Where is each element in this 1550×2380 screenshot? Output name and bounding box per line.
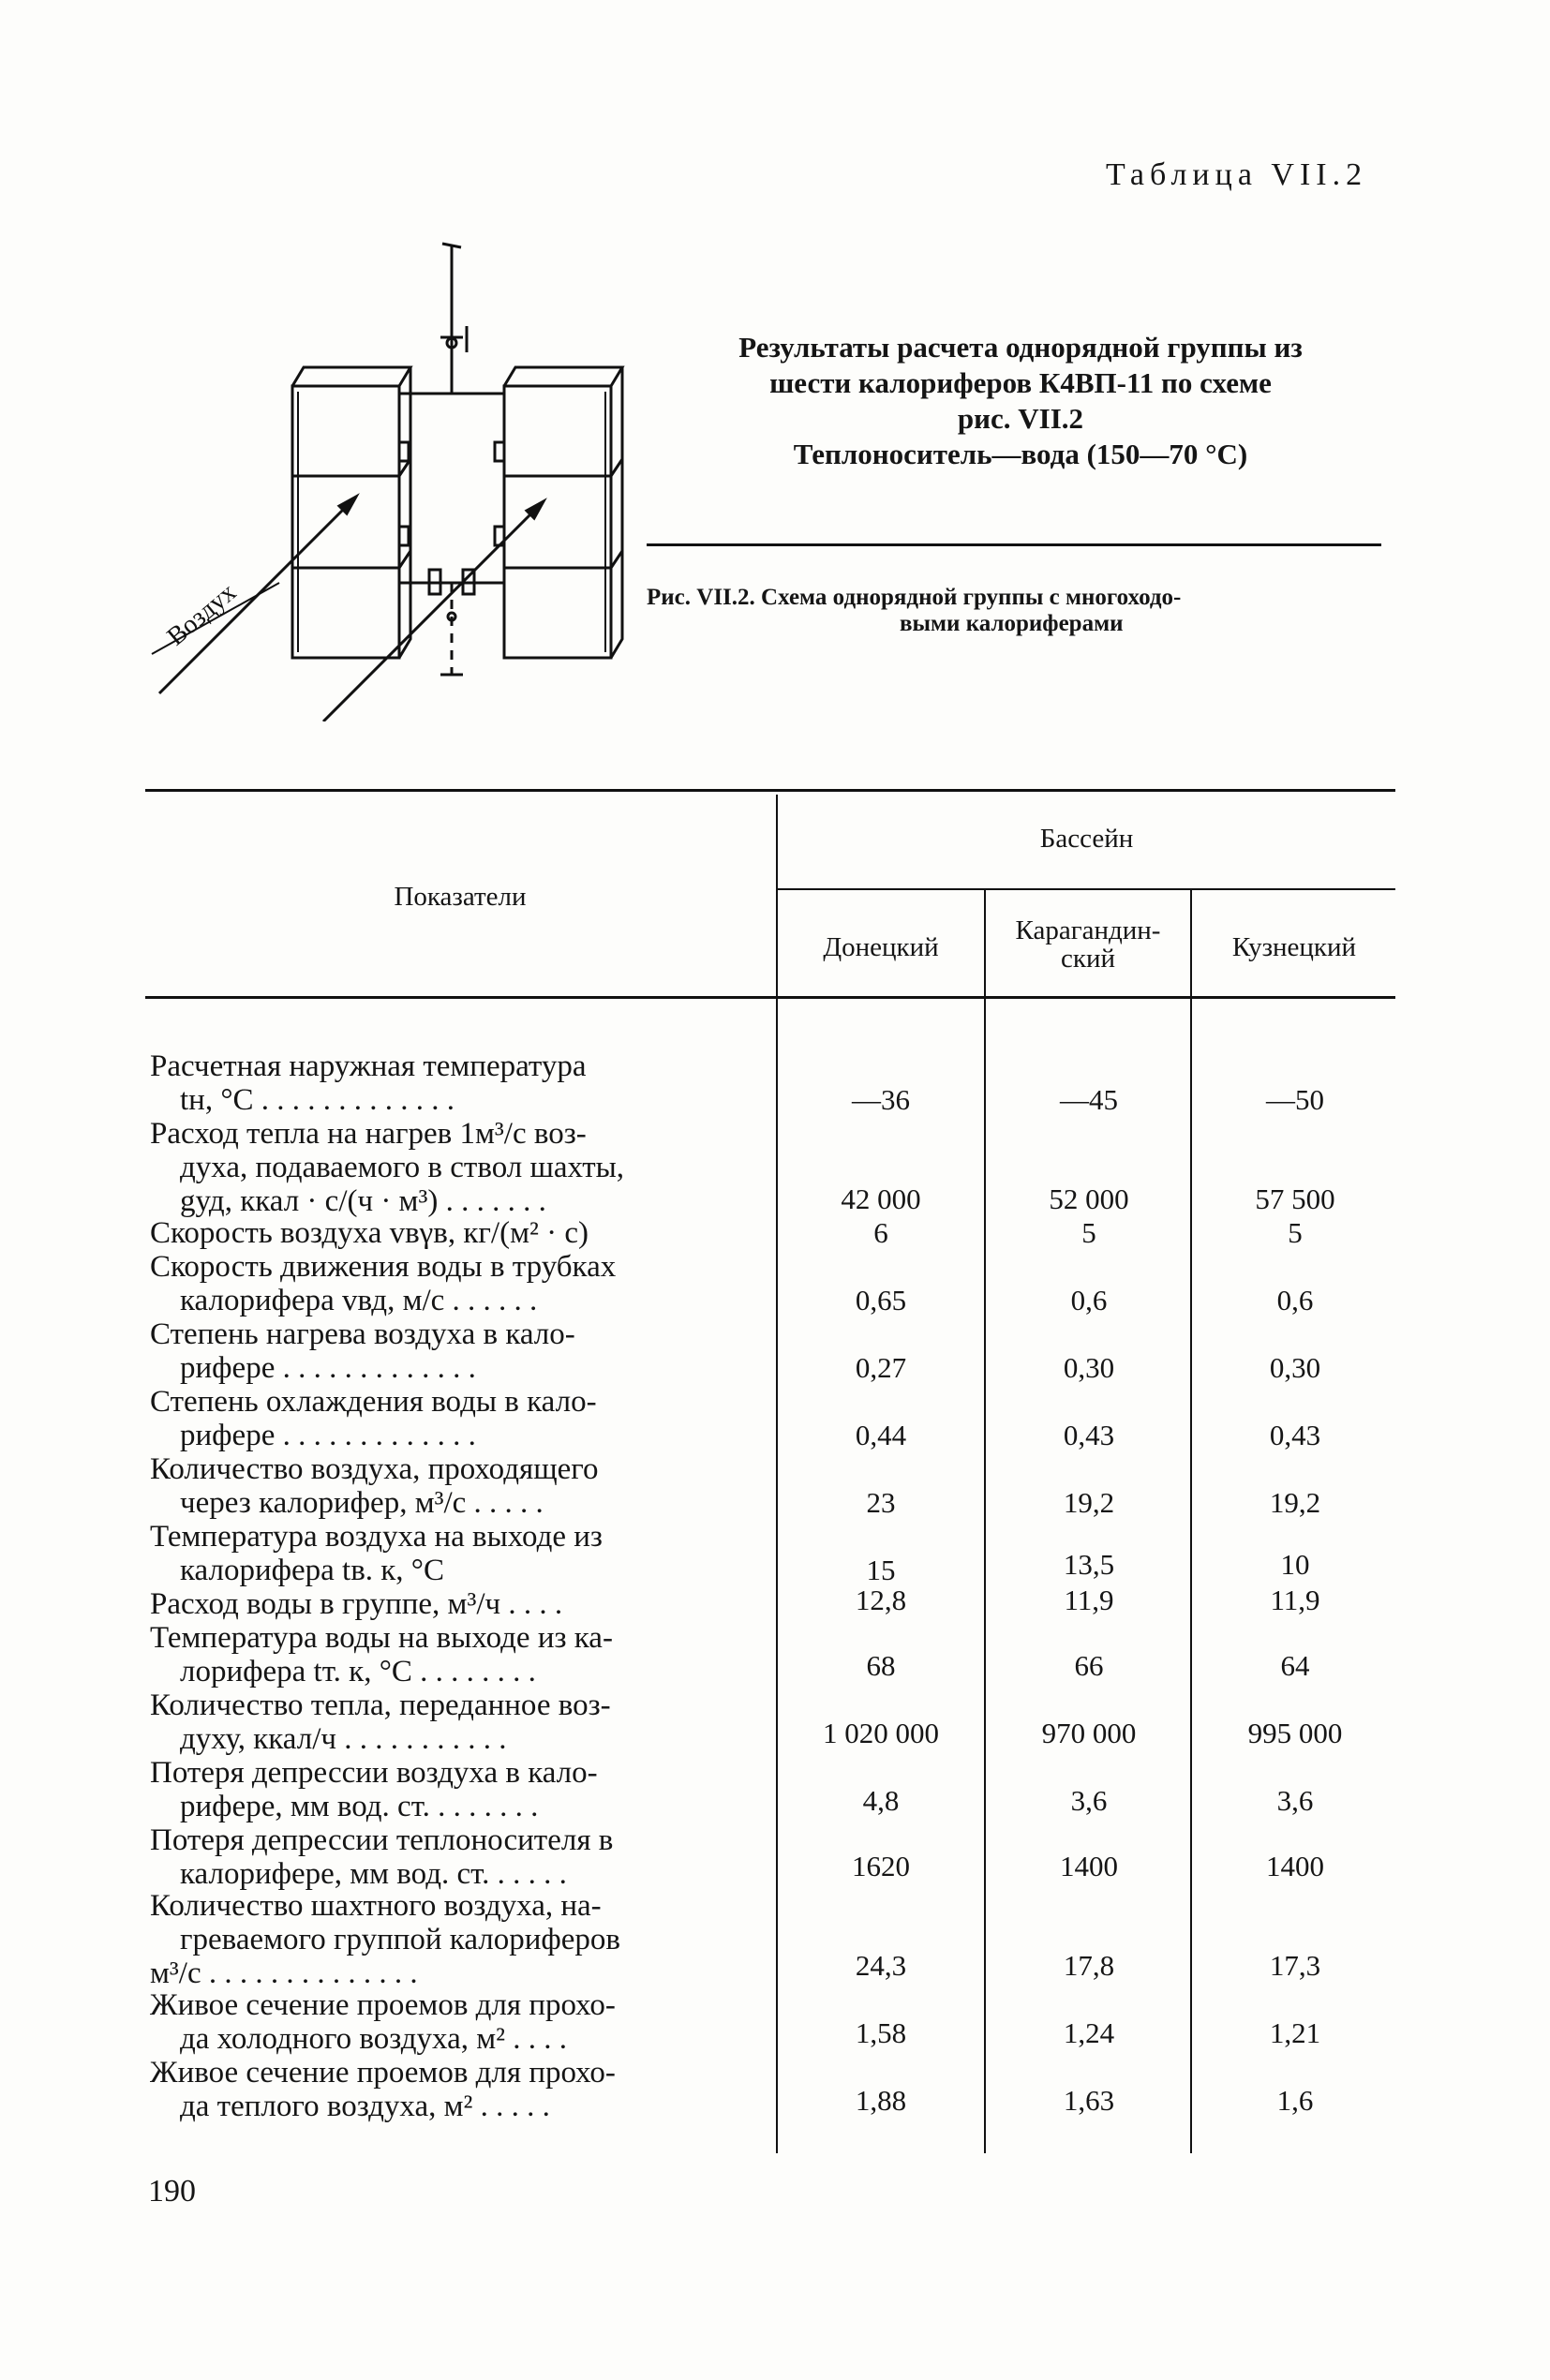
row-label	[150, 1988, 750, 2056]
value-donetsk: 1,58	[855, 2016, 907, 2049]
value-kuznetsk: —50	[1266, 1083, 1324, 1116]
row-label-line: да теплого воздуха, м² . . . . .	[180, 2090, 550, 2123]
row-label-line: Количество тепла, переданное воз-	[150, 1688, 611, 1722]
value-karaganda: 1,63	[1063, 2084, 1115, 2117]
air-label: Воздух	[161, 577, 242, 652]
karaganda-header-line: Карагандин-	[1015, 915, 1161, 945]
value-kuznetsk: 10	[1280, 1548, 1310, 1581]
row-label	[150, 1452, 750, 1520]
donetsk-header: Донецкий	[823, 932, 939, 962]
row-label-line: через калорифер, м³/с . . . . .	[180, 1486, 544, 1520]
value-donetsk: 23	[866, 1486, 896, 1519]
value-kuznetsk: 0,43	[1269, 1419, 1321, 1451]
value-karaganda: 1400	[1060, 1850, 1118, 1882]
value-karaganda: 3,6	[1070, 1784, 1108, 1817]
row-label	[150, 1621, 750, 1688]
table-title-line: шести калориферов К4ВП-11 по схеме	[769, 366, 1272, 399]
row-label-line: Скорость воздуха vвγв, кг/(м² · с)	[150, 1216, 589, 1250]
row-label-line: gуд, ккал · с/(ч · м³) . . . . . . .	[180, 1184, 546, 1218]
indicators-header: Показатели	[394, 882, 527, 912]
figure-caption	[647, 585, 1396, 637]
row-label-line: духу, ккал/ч . . . . . . . . . . .	[180, 1722, 507, 1756]
value-kuznetsk: 0,30	[1269, 1351, 1321, 1384]
row-label-line: Степень нагрева воздуха в кало-	[150, 1317, 575, 1351]
row-label-line: Количество воздуха, проходящего	[150, 1452, 599, 1486]
row-label	[150, 1520, 750, 1587]
row-label-line: калорифера vвд, м/с . . . . . .	[180, 1284, 538, 1317]
value-karaganda: 0,30	[1063, 1351, 1115, 1384]
row-label	[150, 1889, 750, 1990]
header-bottom-rule	[145, 996, 1395, 999]
value-donetsk: 1620	[852, 1850, 910, 1882]
value-kuznetsk: 64	[1280, 1649, 1310, 1682]
row-label-line: греваемого группой калориферов	[180, 1923, 621, 1956]
figure-caption-line: Рис. VII.2. Схема однорядной группы с многоходо-	[647, 585, 1182, 610]
value-donetsk: 0,65	[855, 1284, 907, 1316]
value-kuznetsk: 3,6	[1276, 1784, 1314, 1817]
row-label	[150, 1317, 750, 1385]
row-label-line: калорифере, мм вод. ст. . . . . .	[180, 1857, 567, 1891]
row-label-line: Температура воздуха на выходе из	[150, 1520, 603, 1554]
row-label-line: рифере . . . . . . . . . . . . .	[180, 1351, 476, 1385]
value-donetsk: 42 000	[841, 1183, 921, 1215]
row-label-line: Скорость движения воды в трубках	[150, 1250, 617, 1284]
row-label	[150, 1823, 750, 1891]
value-karaganda: 0,6	[1070, 1284, 1108, 1316]
value-karaganda: 1,24	[1063, 2016, 1115, 2049]
value-donetsk: 6	[873, 1216, 888, 1249]
value-karaganda: 13,5	[1063, 1548, 1115, 1581]
value-kuznetsk: 17,3	[1269, 1949, 1321, 1982]
table-title-line: Результаты расчета однорядной группы из	[738, 331, 1303, 364]
kuznetsk-header: Кузнецкий	[1231, 932, 1357, 962]
value-donetsk: 4,8	[862, 1784, 900, 1817]
value-karaganda: —45	[1060, 1083, 1118, 1116]
value-kuznetsk: 19,2	[1269, 1486, 1321, 1519]
value-donetsk: 1,88	[855, 2084, 907, 2117]
row-label-line: калорифера tв. к, °С	[180, 1554, 445, 1587]
value-donetsk: 12,8	[855, 1584, 907, 1616]
row-label-line: Расход воды в группе, м³/ч . . . .	[150, 1587, 563, 1621]
row-label-line: Живое сечение проемов для прохо-	[150, 2056, 616, 2090]
basin-header: Бассейн	[1039, 824, 1134, 854]
row-label	[150, 1756, 750, 1823]
value-karaganda: 970 000	[1041, 1717, 1137, 1749]
row-label	[150, 1117, 750, 1218]
table-title-line: Теплоноситель—вода (150—70 °С)	[793, 438, 1248, 470]
value-donetsk: 0,27	[855, 1351, 907, 1384]
row-label	[150, 1688, 750, 1756]
value-donetsk: 15	[866, 1554, 896, 1586]
value-karaganda: 52 000	[1049, 1183, 1129, 1215]
row-label-line: да холодного воздуха, м² . . . .	[180, 2022, 567, 2056]
row-label	[150, 1385, 750, 1452]
value-kuznetsk: 11,9	[1270, 1584, 1320, 1616]
value-karaganda: 17,8	[1063, 1949, 1115, 1982]
table-title-line: рис. VII.2	[957, 402, 1084, 435]
row-label-line: Расход тепла на нагрев 1м³/с воз-	[150, 1117, 587, 1151]
row-label-line: Расчетная наружная температура	[150, 1049, 587, 1083]
heater-group-diagram	[131, 234, 637, 721]
row-label-line: Живое сечение проемов для прохо-	[150, 1988, 616, 2022]
value-karaganda: 0,43	[1063, 1419, 1115, 1451]
table-number-label: Таблица VII.2	[1106, 157, 1368, 192]
value-karaganda: 19,2	[1063, 1486, 1115, 1519]
row-label	[150, 1216, 750, 1250]
table-top-rule	[145, 789, 1395, 792]
row-label	[150, 1587, 750, 1621]
row-label-line: Потеря депрессии воздуха в кало-	[150, 1756, 598, 1790]
basin-rule	[778, 888, 1395, 890]
value-donetsk: —36	[852, 1083, 910, 1116]
page-number: 190	[148, 2174, 196, 2209]
row-label-line: духа, подаваемого в ствол шахты,	[180, 1151, 625, 1184]
row-label-line: лорифера tт. к, °С . . . . . . . .	[180, 1655, 536, 1688]
row-label-line: tн, °С . . . . . . . . . . . . .	[180, 1083, 455, 1117]
row-label-line: Количество шахтного воздуха, на-	[150, 1889, 602, 1923]
caption-divider	[647, 543, 1381, 546]
row-label	[150, 1250, 750, 1317]
karaganda-header	[986, 916, 1190, 973]
value-kuznetsk: 995 000	[1247, 1717, 1343, 1749]
value-kuznetsk: 0,6	[1276, 1284, 1314, 1316]
row-label	[150, 1049, 750, 1117]
row-label-line: Степень охлаждения воды в кало-	[150, 1385, 597, 1419]
value-kuznetsk: 5	[1288, 1216, 1303, 1249]
value-kuznetsk: 1,21	[1269, 2016, 1321, 2049]
row-label	[150, 2056, 750, 2123]
value-karaganda: 66	[1074, 1649, 1104, 1682]
value-donetsk: 1 020 000	[823, 1717, 939, 1749]
row-label-line: рифере, мм вод. ст. . . . . . . .	[180, 1790, 539, 1823]
row-label-line: рифере . . . . . . . . . . . . .	[180, 1419, 476, 1452]
row-label-line: Потеря депрессии теплоносителя в	[150, 1823, 614, 1857]
value-kuznetsk: 1400	[1266, 1850, 1324, 1882]
value-donetsk: 68	[866, 1649, 896, 1682]
karaganda-header-line: ский	[1061, 944, 1115, 974]
value-donetsk: 0,44	[855, 1419, 907, 1451]
row-label-line: м³/с . . . . . . . . . . . . . .	[150, 1956, 418, 1990]
table-title	[641, 330, 1400, 472]
value-karaganda: 11,9	[1064, 1584, 1114, 1616]
value-kuznetsk: 1,6	[1276, 2084, 1314, 2117]
value-kuznetsk: 57 500	[1255, 1183, 1335, 1215]
value-karaganda: 5	[1081, 1216, 1096, 1249]
figure-caption-line: выми калориферами	[900, 611, 1124, 636]
row-label-line: Температура воды на выходе из ка-	[150, 1621, 613, 1655]
value-donetsk: 24,3	[855, 1949, 907, 1982]
